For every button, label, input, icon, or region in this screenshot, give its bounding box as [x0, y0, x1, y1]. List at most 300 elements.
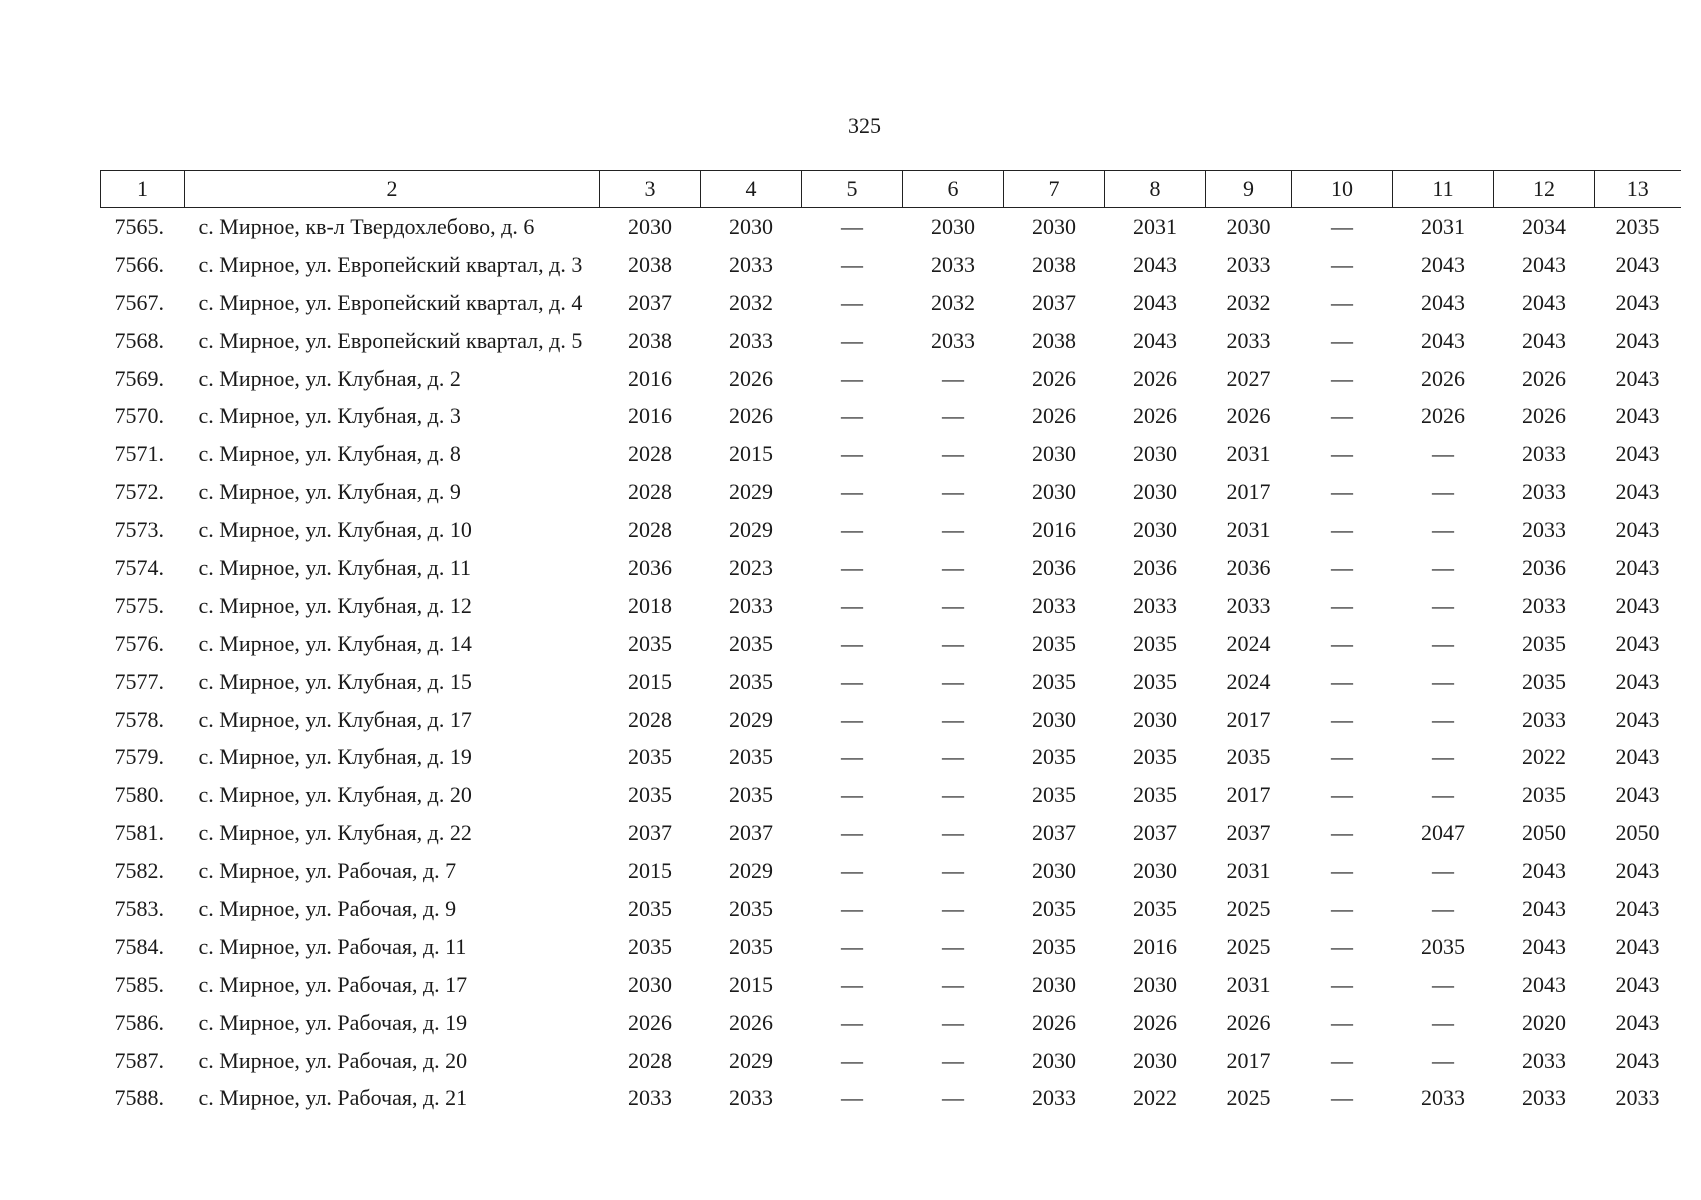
- year-cell-col-12: 2026: [1522, 403, 1566, 429]
- year-cell-col-7: 2037: [1032, 820, 1076, 846]
- year-cell-col-11: 2043: [1421, 327, 1465, 353]
- year-cell-col-3: 2035: [628, 630, 672, 656]
- year-cell-col-10: —: [1331, 251, 1353, 277]
- address-cell: с. Мирное, ул. Европейский квартал, д. 3: [198, 251, 583, 277]
- column-header-10: 10: [1292, 171, 1393, 208]
- column-header-4: 4: [701, 171, 802, 208]
- table-row: [101, 473, 1681, 511]
- year-cell-col-7: 2030: [1032, 858, 1076, 884]
- year-cell-col-3: 2035: [628, 744, 672, 770]
- address-cell: с. Мирное, ул. Клубная, д. 11: [198, 554, 472, 580]
- year-cell-col-3: 2037: [628, 820, 672, 846]
- year-cell-col-5: —: [841, 933, 863, 959]
- year-cell-col-12: 2033: [1522, 1085, 1566, 1111]
- year-cell-col-5: —: [841, 251, 863, 277]
- address-cell: с. Мирное, ул. Рабочая, д. 7: [198, 858, 457, 884]
- year-cell-col-13: 2043: [1615, 933, 1660, 959]
- year-cell-col-13: 2043: [1615, 327, 1660, 353]
- year-cell-col-9: 2036: [1226, 554, 1271, 580]
- year-cell-col-6: —: [942, 668, 964, 694]
- year-cell-col-8: 2030: [1133, 858, 1177, 884]
- year-cell-col-11: —: [1432, 554, 1454, 580]
- year-cell-col-4: 2037: [729, 820, 773, 846]
- address-cell: с. Мирное, ул. Рабочая, д. 21: [198, 1085, 468, 1111]
- year-cell-col-4: 2035: [729, 782, 773, 808]
- year-cell-col-13: 2043: [1615, 441, 1660, 467]
- column-header-9: 9: [1206, 171, 1292, 208]
- year-cell-col-10: —: [1331, 820, 1353, 846]
- year-cell-col-6: 2032: [931, 289, 975, 315]
- year-cell-col-12: 2034: [1522, 213, 1566, 239]
- year-cell-col-12: 2033: [1522, 479, 1566, 505]
- year-cell-col-10: —: [1331, 895, 1353, 921]
- year-cell-col-13: 2043: [1615, 706, 1660, 732]
- year-cell-col-13: 2043: [1615, 251, 1660, 277]
- year-cell-col-5: —: [841, 213, 863, 239]
- year-cell-col-12: 2035: [1522, 782, 1566, 808]
- year-cell-col-4: 2035: [729, 744, 773, 770]
- year-cell-col-4: 2023: [729, 554, 773, 580]
- year-cell-col-8: 2043: [1133, 289, 1177, 315]
- year-cell-col-10: —: [1331, 479, 1353, 505]
- table-row: [101, 928, 1681, 966]
- year-cell-col-6: —: [942, 820, 964, 846]
- year-cell-col-5: —: [841, 479, 863, 505]
- year-cell-col-5: —: [841, 1009, 863, 1035]
- column-header-12: 12: [1494, 171, 1595, 208]
- year-cell-col-12: 2033: [1522, 592, 1566, 618]
- year-cell-col-3: 2035: [628, 895, 672, 921]
- year-cell-col-6: —: [942, 706, 964, 732]
- address-cell: с. Мирное, ул. Европейский квартал, д. 4: [198, 289, 583, 315]
- year-cell-col-12: 2026: [1522, 365, 1566, 391]
- year-cell-col-10: —: [1331, 289, 1353, 315]
- year-cell-col-7: 2035: [1032, 744, 1076, 770]
- year-cell-col-7: 2030: [1032, 1047, 1076, 1073]
- row-number: 7569.: [114, 365, 164, 391]
- year-cell-col-11: —: [1432, 592, 1454, 618]
- year-cell-col-3: 2030: [628, 971, 672, 997]
- column-header-6: 6: [903, 171, 1004, 208]
- year-cell-col-7: 2030: [1032, 706, 1076, 732]
- year-cell-col-9: 2033: [1226, 592, 1271, 618]
- year-cell-col-10: —: [1331, 213, 1353, 239]
- year-cell-col-6: —: [942, 858, 964, 884]
- column-header-8: 8: [1105, 171, 1206, 208]
- year-cell-col-6: 2033: [931, 251, 975, 277]
- year-cell-col-13: 2050: [1615, 820, 1660, 846]
- year-cell-col-3: 2038: [628, 327, 672, 353]
- year-cell-col-4: 2030: [729, 213, 773, 239]
- year-cell-col-6: —: [942, 365, 964, 391]
- year-cell-col-5: —: [841, 554, 863, 580]
- table-row: [101, 549, 1681, 587]
- year-cell-col-11: —: [1432, 744, 1454, 770]
- year-cell-col-11: —: [1432, 706, 1454, 732]
- year-cell-col-12: 2043: [1522, 895, 1566, 921]
- row-number: 7578.: [114, 706, 164, 732]
- table-row: [101, 435, 1681, 473]
- year-cell-col-13: 2043: [1615, 1047, 1660, 1073]
- address-cell: с. Мирное, ул. Рабочая, д. 9: [198, 895, 457, 921]
- row-number: 7582.: [114, 858, 164, 884]
- year-cell-col-3: 2028: [628, 706, 672, 732]
- year-cell-col-13: 2043: [1615, 1009, 1660, 1035]
- address-cell: с. Мирное, ул. Клубная, д. 14: [198, 630, 472, 656]
- year-cell-col-7: 2037: [1032, 289, 1076, 315]
- year-cell-col-7: 2035: [1032, 782, 1076, 808]
- year-cell-col-8: 2022: [1133, 1085, 1177, 1111]
- year-cell-col-13: 2043: [1615, 592, 1660, 618]
- year-cell-col-10: —: [1331, 858, 1353, 884]
- year-cell-col-12: 2022: [1522, 744, 1566, 770]
- year-cell-col-12: 2043: [1522, 289, 1566, 315]
- address-cell: с. Мирное, ул. Клубная, д. 22: [198, 820, 472, 846]
- address-cell: с. Мирное, ул. Клубная, д. 15: [198, 668, 472, 694]
- year-cell-col-10: —: [1331, 971, 1353, 997]
- table-header: [101, 171, 1681, 208]
- year-cell-col-8: 2035: [1133, 895, 1177, 921]
- year-cell-col-12: 2020: [1522, 1009, 1566, 1035]
- year-cell-col-5: —: [841, 630, 863, 656]
- year-cell-col-12: 2035: [1522, 668, 1566, 694]
- year-cell-col-12: 2035: [1522, 630, 1566, 656]
- year-cell-col-13: 2043: [1615, 517, 1660, 543]
- table-row: [101, 625, 1681, 663]
- address-cell: с. Мирное, ул. Клубная, д. 17: [198, 706, 472, 732]
- year-cell-col-9: 2037: [1226, 820, 1271, 846]
- year-cell-col-5: —: [841, 1085, 863, 1111]
- year-cell-col-3: 2028: [628, 1047, 672, 1073]
- year-cell-col-6: —: [942, 1047, 964, 1073]
- year-cell-col-7: 2033: [1032, 592, 1076, 618]
- year-cell-col-9: 2031: [1226, 858, 1271, 884]
- column-header-13: 13: [1595, 171, 1681, 208]
- year-cell-col-11: —: [1432, 441, 1454, 467]
- year-cell-col-6: —: [942, 554, 964, 580]
- year-cell-col-4: 2029: [729, 479, 773, 505]
- year-cell-col-11: 2043: [1421, 289, 1465, 315]
- header-row: [101, 171, 1681, 208]
- year-cell-col-13: 2043: [1615, 630, 1660, 656]
- year-cell-col-9: 2025: [1226, 933, 1271, 959]
- year-cell-col-10: —: [1331, 933, 1353, 959]
- year-cell-col-12: 2050: [1522, 820, 1566, 846]
- year-cell-col-9: 2031: [1226, 971, 1271, 997]
- year-cell-col-4: 2015: [729, 441, 773, 467]
- year-cell-col-12: 2036: [1522, 554, 1566, 580]
- year-cell-col-5: —: [841, 403, 863, 429]
- row-number: 7587.: [114, 1047, 164, 1073]
- year-cell-col-3: 2038: [628, 251, 672, 277]
- year-cell-col-10: —: [1331, 668, 1353, 694]
- year-cell-col-7: 2030: [1032, 479, 1076, 505]
- year-cell-col-5: —: [841, 971, 863, 997]
- address-cell: с. Мирное, ул. Рабочая, д. 11: [198, 933, 467, 959]
- year-cell-col-5: —: [841, 895, 863, 921]
- address-cell: с. Мирное, ул. Клубная, д. 8: [198, 441, 461, 467]
- year-cell-col-13: 2043: [1615, 554, 1660, 580]
- year-cell-col-9: 2025: [1226, 895, 1271, 921]
- year-cell-col-4: 2035: [729, 668, 773, 694]
- row-number: 7583.: [114, 895, 164, 921]
- year-cell-col-12: 2043: [1522, 251, 1566, 277]
- year-cell-col-11: —: [1432, 782, 1454, 808]
- year-cell-col-11: 2031: [1421, 213, 1465, 239]
- table-row: [101, 738, 1681, 776]
- column-header-5: 5: [802, 171, 903, 208]
- year-cell-col-4: 2029: [729, 517, 773, 543]
- table-row: [101, 284, 1681, 322]
- row-number: 7585.: [114, 971, 164, 997]
- year-cell-col-8: 2031: [1133, 213, 1177, 239]
- table-body: [101, 208, 1681, 1118]
- year-cell-col-8: 2035: [1133, 744, 1177, 770]
- year-cell-col-7: 2036: [1032, 554, 1076, 580]
- address-cell: с. Мирное, ул. Европейский квартал, д. 5: [198, 327, 583, 353]
- year-cell-col-8: 2030: [1133, 517, 1177, 543]
- table-row: [101, 322, 1681, 360]
- year-cell-col-7: 2026: [1032, 403, 1076, 429]
- table-row: [101, 246, 1681, 284]
- row-number: 7580.: [114, 782, 164, 808]
- year-cell-col-3: 2028: [628, 479, 672, 505]
- year-cell-col-10: —: [1331, 554, 1353, 580]
- year-cell-col-8: 2016: [1133, 933, 1177, 959]
- year-cell-col-12: 2043: [1522, 858, 1566, 884]
- address-cell: с. Мирное, ул. Рабочая, д. 17: [198, 971, 468, 997]
- table-row: [101, 360, 1681, 398]
- year-cell-col-5: —: [841, 820, 863, 846]
- year-cell-col-12: 2033: [1522, 441, 1566, 467]
- table-row: [101, 966, 1681, 1004]
- year-cell-col-7: 2030: [1032, 213, 1076, 239]
- row-number: 7566.: [114, 251, 164, 277]
- year-cell-col-3: 2030: [628, 213, 672, 239]
- year-cell-col-10: —: [1331, 630, 1353, 656]
- year-cell-col-8: 2026: [1133, 1009, 1177, 1035]
- row-number: 7579.: [114, 744, 164, 770]
- year-cell-col-7: 2030: [1032, 441, 1076, 467]
- address-cell: с. Мирное, ул. Клубная, д. 3: [198, 403, 461, 429]
- address-cell: с. Мирное, ул. Рабочая, д. 19: [198, 1009, 468, 1035]
- address-cell: с. Мирное, ул. Клубная, д. 19: [198, 744, 472, 770]
- year-cell-col-8: 2037: [1133, 820, 1177, 846]
- year-cell-col-11: —: [1432, 668, 1454, 694]
- year-cell-col-6: —: [942, 895, 964, 921]
- year-cell-col-13: 2043: [1615, 365, 1660, 391]
- row-number: 7584.: [114, 933, 164, 959]
- year-cell-col-8: 2043: [1133, 327, 1177, 353]
- row-number: 7586.: [114, 1009, 164, 1035]
- year-cell-col-9: 2027: [1226, 365, 1271, 391]
- year-cell-col-9: 2017: [1226, 706, 1271, 732]
- year-cell-col-4: 2015: [729, 971, 773, 997]
- year-cell-col-3: 2028: [628, 517, 672, 543]
- year-cell-col-13: 2043: [1615, 479, 1660, 505]
- year-cell-col-5: —: [841, 517, 863, 543]
- address-cell: с. Мирное, ул. Клубная, д. 12: [198, 592, 472, 618]
- year-cell-col-7: 2035: [1032, 933, 1076, 959]
- year-cell-col-13: 2043: [1615, 782, 1660, 808]
- year-cell-col-6: —: [942, 1085, 964, 1111]
- year-cell-col-9: 2035: [1226, 744, 1271, 770]
- year-cell-col-6: —: [942, 441, 964, 467]
- year-cell-col-12: 2043: [1522, 971, 1566, 997]
- year-cell-col-11: —: [1432, 971, 1454, 997]
- year-cell-col-3: 2037: [628, 289, 672, 315]
- year-cell-col-3: 2028: [628, 441, 672, 467]
- row-number: 7570.: [114, 403, 164, 429]
- year-cell-col-4: 2035: [729, 933, 773, 959]
- row-number: 7572.: [114, 479, 164, 505]
- year-cell-col-5: —: [841, 706, 863, 732]
- year-cell-col-3: 2035: [628, 933, 672, 959]
- year-cell-col-3: 2015: [628, 668, 672, 694]
- year-cell-col-9: 2017: [1226, 782, 1271, 808]
- year-cell-col-7: 2030: [1032, 971, 1076, 997]
- year-cell-col-7: 2035: [1032, 895, 1076, 921]
- year-cell-col-8: 2043: [1133, 251, 1177, 277]
- year-cell-col-9: 2026: [1226, 1009, 1271, 1035]
- table-row: [101, 1004, 1681, 1042]
- year-cell-col-8: 2035: [1133, 668, 1177, 694]
- year-cell-col-9: 2017: [1226, 479, 1271, 505]
- year-cell-col-10: —: [1331, 403, 1353, 429]
- address-cell: с. Мирное, ул. Клубная, д. 20: [198, 782, 472, 808]
- year-cell-col-9: 2031: [1226, 517, 1271, 543]
- year-cell-col-13: 2043: [1615, 895, 1660, 921]
- year-cell-col-11: —: [1432, 1009, 1454, 1035]
- row-number: 7575.: [114, 592, 164, 618]
- year-cell-col-9: 2024: [1226, 630, 1271, 656]
- year-cell-col-5: —: [841, 668, 863, 694]
- table-row: [101, 890, 1681, 928]
- year-cell-col-7: 2038: [1032, 327, 1076, 353]
- year-cell-col-13: 2043: [1615, 668, 1660, 694]
- year-cell-col-3: 2016: [628, 403, 672, 429]
- year-cell-col-13: 2043: [1615, 858, 1660, 884]
- table-row: [101, 814, 1681, 852]
- year-cell-col-3: 2033: [628, 1085, 672, 1111]
- year-cell-col-6: —: [942, 630, 964, 656]
- year-cell-col-7: 2035: [1032, 668, 1076, 694]
- year-cell-col-5: —: [841, 365, 863, 391]
- year-cell-col-7: 2033: [1032, 1085, 1076, 1111]
- year-cell-col-11: —: [1432, 858, 1454, 884]
- row-number: 7565.: [114, 213, 164, 239]
- year-cell-col-3: 2036: [628, 554, 672, 580]
- year-cell-col-10: —: [1331, 1047, 1353, 1073]
- year-cell-col-11: —: [1432, 517, 1454, 543]
- year-cell-col-11: —: [1432, 479, 1454, 505]
- year-cell-col-4: 2033: [729, 251, 773, 277]
- year-cell-col-10: —: [1331, 592, 1353, 618]
- year-cell-col-9: 2017: [1226, 1047, 1271, 1073]
- year-cell-col-5: —: [841, 441, 863, 467]
- row-number: 7574.: [114, 554, 164, 580]
- year-cell-col-8: 2030: [1133, 706, 1177, 732]
- year-cell-col-5: —: [841, 858, 863, 884]
- year-cell-col-11: 2043: [1421, 251, 1465, 277]
- year-cell-col-6: —: [942, 403, 964, 429]
- year-cell-col-12: 2033: [1522, 1047, 1566, 1073]
- row-number: 7576.: [114, 630, 164, 656]
- column-header-7: 7: [1004, 171, 1105, 208]
- row-number: 7567.: [114, 289, 164, 315]
- year-cell-col-11: —: [1432, 1047, 1454, 1073]
- column-header-2: 2: [185, 171, 600, 208]
- row-number: 7573.: [114, 517, 164, 543]
- row-number: 7571.: [114, 441, 164, 467]
- year-cell-col-7: 2026: [1032, 365, 1076, 391]
- year-cell-col-10: —: [1331, 365, 1353, 391]
- year-cell-col-4: 2033: [729, 327, 773, 353]
- year-cell-col-6: —: [942, 933, 964, 959]
- year-cell-col-3: 2026: [628, 1009, 672, 1035]
- year-cell-col-7: 2016: [1032, 517, 1076, 543]
- table-row: [101, 587, 1681, 625]
- address-cell: с. Мирное, ул. Клубная, д. 2: [198, 365, 461, 391]
- year-cell-col-8: 2036: [1133, 554, 1177, 580]
- year-cell-col-8: 2030: [1133, 441, 1177, 467]
- year-cell-col-8: 2026: [1133, 365, 1177, 391]
- year-cell-col-6: —: [942, 971, 964, 997]
- year-cell-col-10: —: [1331, 706, 1353, 732]
- year-cell-col-9: 2025: [1226, 1085, 1271, 1111]
- year-cell-col-10: —: [1331, 782, 1353, 808]
- year-cell-col-4: 2035: [729, 630, 773, 656]
- year-cell-col-11: 2026: [1421, 403, 1465, 429]
- column-header-11: 11: [1393, 171, 1494, 208]
- year-cell-col-4: 2026: [729, 365, 773, 391]
- year-cell-col-6: —: [942, 782, 964, 808]
- year-cell-col-4: 2035: [729, 895, 773, 921]
- address-cell: с. Мирное, ул. Клубная, д. 10: [198, 517, 472, 543]
- address-cell: с. Мирное, ул. Клубная, д. 9: [198, 479, 461, 505]
- year-cell-col-4: 2033: [729, 592, 773, 618]
- year-cell-col-8: 2030: [1133, 1047, 1177, 1073]
- year-cell-col-4: 2029: [729, 858, 773, 884]
- year-cell-col-6: —: [942, 744, 964, 770]
- year-cell-col-6: —: [942, 479, 964, 505]
- table-row: [101, 397, 1681, 435]
- year-cell-col-8: 2035: [1133, 630, 1177, 656]
- address-cell: с. Мирное, кв-л Твердохлебово, д. 6: [198, 213, 535, 239]
- year-cell-col-5: —: [841, 744, 863, 770]
- year-cell-col-12: 2033: [1522, 517, 1566, 543]
- year-cell-col-13: 2033: [1615, 1085, 1660, 1111]
- year-cell-col-11: 2026: [1421, 365, 1465, 391]
- year-cell-col-5: —: [841, 327, 863, 353]
- year-cell-col-3: 2015: [628, 858, 672, 884]
- table-row: [101, 208, 1681, 246]
- year-cell-col-4: 2032: [729, 289, 773, 315]
- column-header-3: 3: [600, 171, 701, 208]
- year-cell-col-5: —: [841, 1047, 863, 1073]
- year-cell-col-10: —: [1331, 1085, 1353, 1111]
- year-cell-col-4: 2033: [729, 1085, 773, 1111]
- year-cell-col-12: 2043: [1522, 933, 1566, 959]
- page-number: 325: [848, 113, 881, 138]
- year-cell-col-6: 2033: [931, 327, 975, 353]
- row-number: 7588.: [114, 1085, 164, 1111]
- year-cell-col-10: —: [1331, 517, 1353, 543]
- year-cell-col-3: 2018: [628, 592, 672, 618]
- year-cell-col-5: —: [841, 782, 863, 808]
- year-cell-col-5: —: [841, 592, 863, 618]
- year-cell-col-8: 2030: [1133, 971, 1177, 997]
